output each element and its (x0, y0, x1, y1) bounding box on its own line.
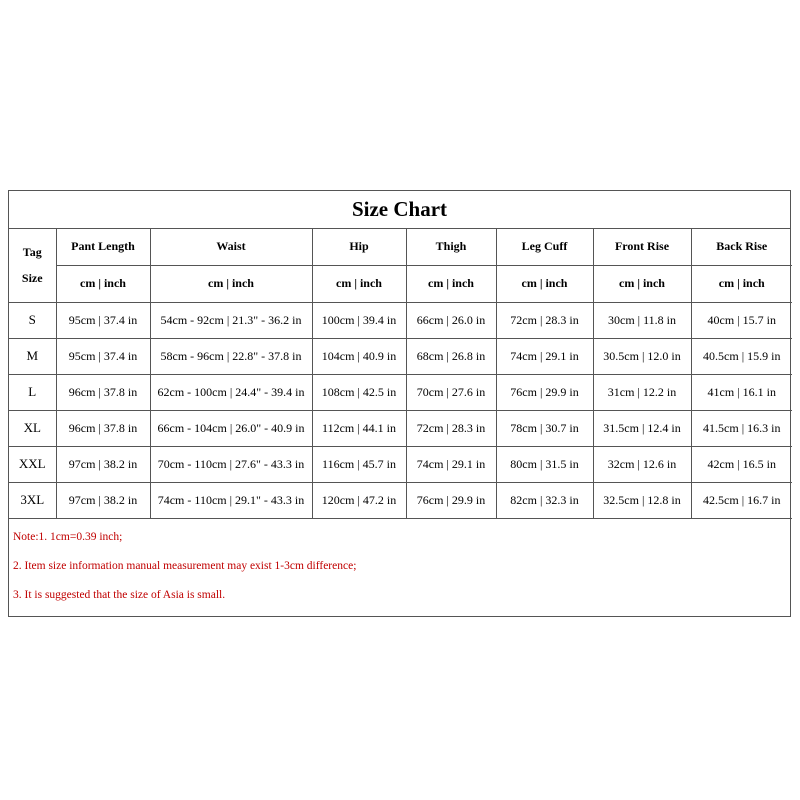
measurement-cell: 72cm | 28.3 in (496, 302, 593, 338)
measurement-cell: 31.5cm | 12.4 in (593, 410, 691, 446)
measurement-cell: 74cm | 29.1 in (406, 446, 496, 482)
measurement-cell: 68cm | 26.8 in (406, 338, 496, 374)
size-cell: S (9, 302, 56, 338)
size-cell: M (9, 338, 56, 374)
note-item: 2. Item size information manual measurement may exist 1-3cm difference; (13, 559, 357, 572)
measurement-cell: 100cm | 39.4 in (312, 302, 406, 338)
column-header: Front Rise (593, 229, 691, 265)
notes (9, 523, 790, 610)
measurement-cell: 76cm | 29.9 in (406, 482, 496, 518)
measurement-cell: 32cm | 12.6 in (593, 446, 691, 482)
measurement-cell: 78cm | 30.7 in (496, 410, 593, 446)
measurement-cell: 31cm | 12.2 in (593, 374, 691, 410)
measurement-cell: 70cm - 110cm | 27.6" - 43.3 in (150, 446, 312, 482)
unit-label: cm | inch (150, 265, 312, 302)
measurement-cell: 82cm | 32.3 in (496, 482, 593, 518)
measurement-cell: 74cm | 29.1 in (496, 338, 593, 374)
column-header: Waist (150, 229, 312, 265)
measurement-cell: 66cm - 104cm | 26.0" - 40.9 in (150, 410, 312, 446)
table-row (9, 302, 792, 338)
size-cell: 3XL (9, 482, 56, 518)
measurement-cell: 95cm | 37.4 in (56, 302, 150, 338)
table-row (9, 482, 792, 518)
measurement-cell: 32.5cm | 12.8 in (593, 482, 691, 518)
measurement-cell: 97cm | 38.2 in (56, 446, 150, 482)
measurement-cell: 70cm | 27.6 in (406, 374, 496, 410)
measurement-cell: 72cm | 28.3 in (406, 410, 496, 446)
measurement-cell: 41.5cm | 16.3 in (691, 410, 792, 446)
measurement-cell: 96cm | 37.8 in (56, 410, 150, 446)
measurement-cell: 41cm | 16.1 in (691, 374, 792, 410)
measurement-cell: 42.5cm | 16.7 in (691, 482, 792, 518)
measurement-cell: 112cm | 44.1 in (312, 410, 406, 446)
size-label: Size (21, 271, 43, 286)
column-header: Thigh (406, 229, 496, 265)
size-cell: XL (9, 410, 56, 446)
measurement-cell: 96cm | 37.8 in (56, 374, 150, 410)
tag-size-header (9, 229, 56, 302)
note-item: 3. It is suggested that the size of Asia is small. (13, 588, 226, 601)
measurement-cell: 58cm - 96cm | 22.8" - 37.8 in (150, 338, 312, 374)
measurement-cell: 62cm - 100cm | 24.4" - 39.4 in (150, 374, 312, 410)
chart-title: Size Chart (9, 191, 790, 229)
measurement-cell: 54cm - 92cm | 21.3" - 36.2 in (150, 302, 312, 338)
measurement-cell: 30.5cm | 12.0 in (593, 338, 691, 374)
measurement-cell: 42cm | 16.5 in (691, 446, 792, 482)
table-row (9, 410, 792, 446)
measurement-cell: 95cm | 37.4 in (56, 338, 150, 374)
size-chart (8, 190, 791, 617)
column-header: Back Rise (691, 229, 792, 265)
measurement-cell: 40cm | 15.7 in (691, 302, 792, 338)
unit-row (9, 265, 792, 302)
measurement-cell: 116cm | 45.7 in (312, 446, 406, 482)
header-row (9, 229, 792, 265)
tag-label: Tag (22, 245, 42, 260)
measurement-cell: 80cm | 31.5 in (496, 446, 593, 482)
measurement-cell: 66cm | 26.0 in (406, 302, 496, 338)
column-header: Pant Length (56, 229, 150, 265)
size-cell: XXL (9, 446, 56, 482)
unit-label: cm | inch (496, 265, 593, 302)
table-row (9, 446, 792, 482)
measurement-cell: 104cm | 40.9 in (312, 338, 406, 374)
measurement-cell: 97cm | 38.2 in (56, 482, 150, 518)
table-row (9, 338, 792, 374)
measurement-cell: 76cm | 29.9 in (496, 374, 593, 410)
column-header: Hip (312, 229, 406, 265)
unit-label: cm | inch (312, 265, 406, 302)
size-cell: L (9, 374, 56, 410)
measurement-cell: 74cm - 110cm | 29.1" - 43.3 in (150, 482, 312, 518)
table-row (9, 374, 792, 410)
measurement-cell: 30cm | 11.8 in (593, 302, 691, 338)
unit-label: cm | inch (691, 265, 792, 302)
note-item: Note:1. 1cm=0.39 inch; (13, 530, 123, 543)
size-table (9, 229, 792, 519)
unit-label: cm | inch (593, 265, 691, 302)
column-header: Leg Cuff (496, 229, 593, 265)
measurement-cell: 108cm | 42.5 in (312, 374, 406, 410)
measurement-cell: 120cm | 47.2 in (312, 482, 406, 518)
unit-label: cm | inch (56, 265, 150, 302)
unit-label: cm | inch (406, 265, 496, 302)
measurement-cell: 40.5cm | 15.9 in (691, 338, 792, 374)
